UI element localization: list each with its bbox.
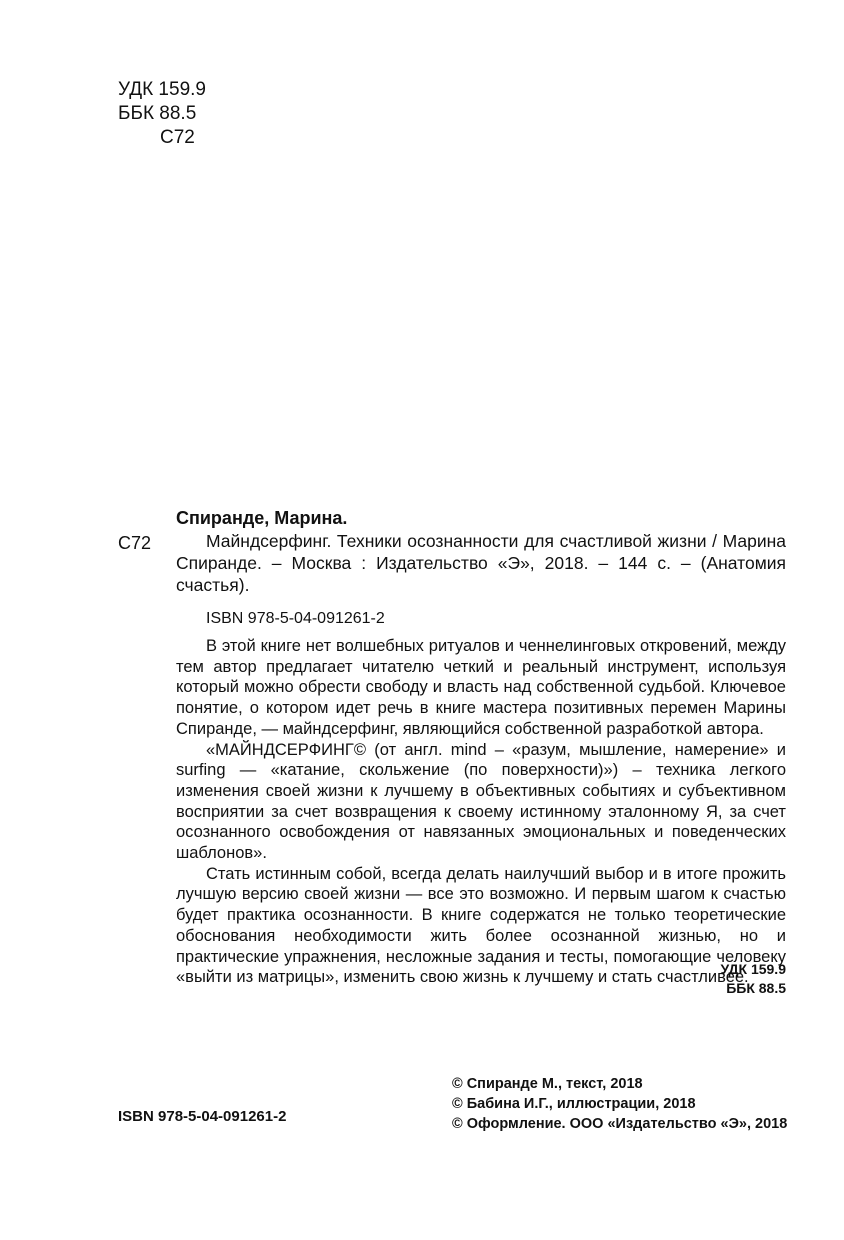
catalog-citation: Майндсерфинг. Техники осознанности для счастливой жизни / Марина Спиранде. – Москва : Издательство «Э», 2018. – 144 с. – (Анатомия счастья). bbox=[176, 531, 786, 595]
udk-code: УДК 159.9 bbox=[118, 79, 206, 100]
top-classification bbox=[118, 78, 206, 150]
copyright-block bbox=[452, 1074, 787, 1134]
copyright-line: © Спиранде М., текст, 2018 bbox=[452, 1076, 643, 1092]
bottom-classification bbox=[721, 960, 786, 998]
copyright-line: © Бабина И.Г., иллюстрации, 2018 bbox=[452, 1096, 696, 1112]
annotation-paragraph: «МАЙНДСЕРФИНГ© (от англ. mind – «разум, мышление, намерение» и surfing — «катание, скольжение (по поверхности)») – техника легкого изменения своей жизни к лучшему в объективных событиях и субъективном восприятии за счет возвращения к своему истинному эталонному Я, за счет осознанного освобождения от навязанных эмоциональных и поведенческих шаблонов». bbox=[176, 740, 786, 863]
annotation bbox=[176, 636, 786, 988]
annotation-paragraph: В этой книге нет волшебных ритуалов и ченнелинговых откровений, между тем автор предлагает читателю четкий и реальный инструмент, используя который можно обрести свободу и власть над собственной судьбой. Ключевое понятие, о котором идет речь в книге мастера позитивных перемен Марины Спиранде, — майндсерфинг, являющийся собственной разработкой автора. bbox=[176, 637, 786, 738]
bottom-bbk-code: ББК 88.5 bbox=[726, 980, 786, 996]
copyright-line: © Оформление. ООО «Издательство «Э», 2018 bbox=[452, 1116, 788, 1132]
catalog-author: Спиранде, Марина. bbox=[176, 508, 348, 528]
catalog-isbn: ISBN 978-5-04-091261-2 bbox=[206, 610, 385, 627]
bottom-udk-code: УДК 159.9 bbox=[720, 961, 786, 977]
annotation-paragraph: Стать истинным собой, всегда делать наилучший выбор и в итоге прожить лучшую версию своей жизни — все это возможно. И первым шагом к счастью будет практика осознанности. В книге содержатся не только теоретические обоснования необходимости жить более осознанной жизнью, но и практические упражнения, несложные задания и тесты, помогающие человеку «выйти из матрицы», изменить свою жизнь к лучшему и стать счастливее. bbox=[176, 864, 786, 987]
author-sign-code: С72 bbox=[160, 127, 195, 148]
isbn-bottom: ISBN 978-5-04-091261-2 bbox=[118, 1108, 287, 1125]
catalog-author-sign: С72 bbox=[118, 533, 152, 553]
bbk-code: ББК 88.5 bbox=[118, 103, 197, 124]
